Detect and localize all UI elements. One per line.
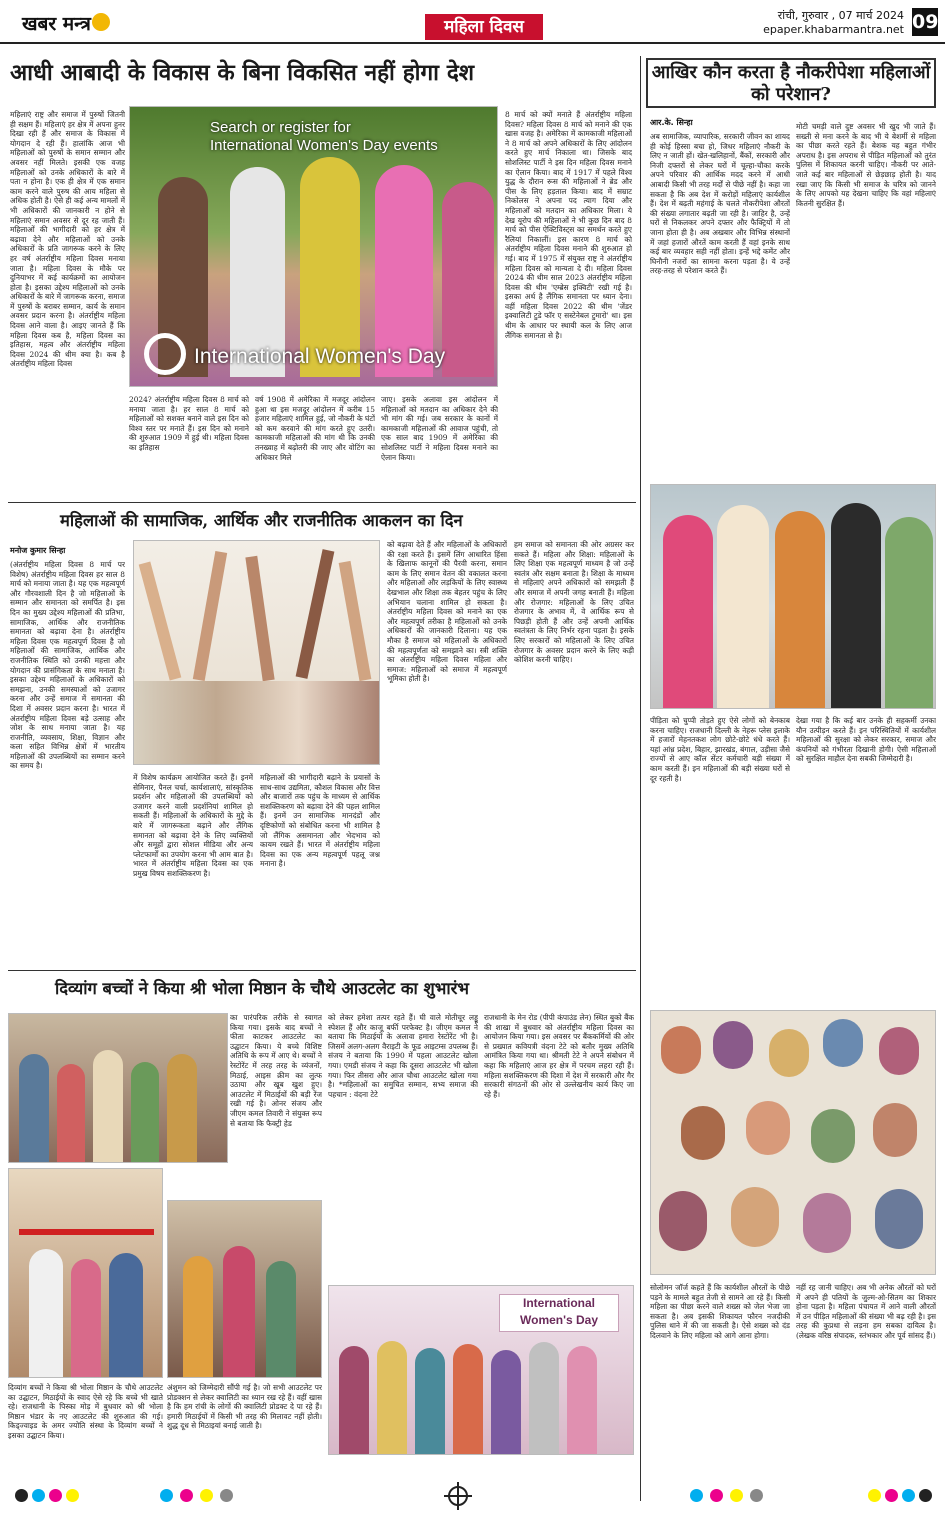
photo-figure	[339, 1346, 369, 1455]
story1-col5: 8 मार्च को क्यों मनाते हैं अंतर्राष्ट्रीय महिला दिवस? महिला दिवस 8 मार्च को मनाने की एक खास वजह है। अमेरिका में कामकाजी महिलाओं ने 8 मार्च को अपने अधिकारों के लिए आंदोलन करते हुए मार्च निकाला था। जिसके बाद सोशलिस्ट पार्टी ने इस दिन महिला दिवस मनाने का ऐलान किया। बाद में 1917 में पहले विश्व युद्ध के दौरान रूस की महिलाओं ने ब्रेड और पीस के लिए हड़ताल किया। बाद में सम्राट निकोलस ने अपना पद त्याग दिया और महिलाओं को मतदान का अधिकार मिला। ये देख यूरोप की महिलाओं ने भी कुछ दिन बाद 8 मार्च को पीस ऐक्टिविस्ट्स का समर्थन करते हुए रैलियां निकालीं। इस कारण 8 मार्च को अंतर्राष्ट्रीय महिला दिवस मनाने की शुरुआत हो गई। बाद में 1975 में संयुक्त राष्ट्र ने अंतर्राष्ट्रीय महिला दिवस को मान्यता दे दी। महिला दिवस 2024 की थीम साल 2023 अंतर्राष्ट्रीय महिला दिवस की थीम 'एम्ब्रेस इक्विटी' रखी गई है। इसका अर्थ है लैंगिक समानता पर ध्यान देना। वहीं महिला दिवस 2022 की थीम 'जेंडर इक्वालिटी टुडे फॉर ए सस्टेनेबल टुमारो' था। इस थीम के आधार पर स्थायी कल के लिए आज लैंगिक समानता से है।	[505, 110, 632, 340]
story4-col3: राजधानी के मेन रोड (पीपी कंपाउंड लेन) स्थित बुको बैंक की शाखा में बुधवार को अंतर्राष्ट्रीय महिला दिवस का आयोजन किया गया। इस अवसर पर बैंककर्मियों की ओर से प्रख्यात कवियत्री वंदना टेटे को बतौर मुख्य अतिथि आमंत्रित किया गया था। श्रीमती टेटे ने अपने संबोधन में कहा कि महिलाएं आज हर क्षेत्र में परचम लहरा रही हैं। महिला सशक्तिकरण की दिशा में देश में सरकारी और गैर सरकारी संगठनों की ओर से उल्लेखनीय कार्य किए जा रहे हैं।	[484, 1013, 634, 1099]
photo-arm	[296, 549, 335, 679]
registration-dot	[919, 1489, 932, 1502]
illustration-face	[681, 1106, 725, 1160]
registration-dot	[710, 1489, 723, 1502]
story2-headline: आखिर कौन करता है नौकरीपेशा महिलाओं को परेशान?	[651, 62, 931, 105]
photo-figure	[831, 503, 881, 709]
event-poster	[499, 1294, 619, 1332]
photo-crowd	[134, 681, 380, 765]
photo-figure	[491, 1350, 521, 1455]
women-group-photo	[650, 484, 936, 709]
story3-byline: मनोज कुमार सिन्हा	[10, 546, 66, 555]
registration-dot	[220, 1489, 233, 1502]
ribbon	[19, 1229, 154, 1235]
story4-col2: को लेकर हमेशा तत्पर रहते हैं। घी वाले मोतीचूर लड्डू स्पेशल हैं और काजू बर्फी परफेक्ट है। जीएम कमल ने बताया कि मिठाईयों के अलावा हमारा रेस्टोरेंट भी है। जिसमें अलग-अलग वैराइटी के फूड आइटम्स उपलब्ध हैं। संजय ने बताया कि 1990 में पहला आउटलेट खोला गया। एमडी संजय ने कहा कि दूसरा आउटलेट भी खोला गया। फिर तीसरा और आज चौथा आउटलेट खोला गया है। *महिलाओं का समुचित सम्मान, सभ्य समाज की पहचान : वंदना टेटे	[328, 1013, 478, 1099]
photo-figure	[167, 1054, 197, 1163]
photo-arm	[193, 551, 227, 681]
photo-arm	[139, 561, 182, 680]
photo-figure	[71, 1259, 101, 1378]
section-label: महिला दिवस	[425, 14, 543, 40]
story3-col4: को बढ़ावा देते हैं और महिलाओं के अधिकारों की रक्षा करते हैं। इसमें लिंग आधारित हिंसा के खिलाफ कानूनों की पैरवी करना, समान काम के लिए समान वेतन की वकालत करना और महिलाओं और लड़कियों के लिए स्वास्थ्य देखभाल और शिक्षा तक बेहतर पहुंच के लिए अभियान चलाना शामिल हो सकता है। अंतर्राष्ट्रीय महिला दिवस को मनाने का एक और महत्वपूर्ण तरीका है महिलाओं को उनके अधिकारों की जानकारी दिलाना। यह एक मौका है समाज को महिलाओं के अधिकारों की महत्वपूर्णता को समझाने का। स्त्री शक्ति का अंतर्राष्ट्रीय महिला दिवस महिला और समाज: महिलाओं को समाज में महत्वपूर्ण भूमिका होती है।	[387, 540, 507, 684]
bank-event-photo	[328, 1285, 634, 1455]
story4-col4: अंशुमन को जिम्मेदारी सौंपी गई है। जो सभी आउटलेट पर प्रोडक्शन से लेकर क्वालिटी का ध्यान रख रहे हैं। वहीं खास है कि हम रांची के लोगों की क्वालिटी प्रोडक्ट दे पा रहे हैं। हमारी मिठाईयों में किसी भी तरह की मिलावट नहीं होती। शुद्ध दूध से मिठाइयां बनाई जाती है।	[167, 1383, 322, 1431]
story1-col3: वर्ष 1908 में अमेरिका में मजदूर आंदोलन हुआ था इस मजदूर आंदोलन में करीब 15 हजार महिलाएं शामिल हुई, जो नौकरी के घंटों को कम करवाने की मांग करते हुए उतरी। कामकाजी महिलाओं की मांग थी कि उनकी तनख्वाह में बढ़ोतरी की जाए और वोटिंग का अधिकार मिले	[255, 395, 375, 462]
photo-figure	[223, 1246, 255, 1378]
registration-dot	[49, 1489, 62, 1502]
section-rule	[8, 502, 636, 503]
illustration-face	[713, 1021, 753, 1069]
story3-col2: में विशेष कार्यक्रम आयोजित करते हैं। इनमें सेमिनार, पैनल चर्चा, कार्यशालाएं, सांस्कृतिक प्रदर्शन और महिलाओं की उपलब्धियों को उजागर करने वाली प्रदर्शनियां शामिल हो सकती हैं। महिलाओं के अधिकारों के मुद्दे के बारे में जागरूकता बढ़ाने और लैंगिक समानता को बढ़ावा देने के लिए व्यक्तियों और समूहों द्वारा सोशल मीडिया और अन्य प्लेटफार्मों का उपयोग करना भी आम बात है। भारत में अंतर्राष्ट्रीय महिला दिवस का एक प्रमुख विषय सशक्तिकरण है।	[133, 773, 253, 878]
registration-dot	[690, 1489, 703, 1502]
women-illustration	[650, 1010, 936, 1275]
illustration-face	[875, 1189, 923, 1249]
registration-dot	[885, 1489, 898, 1502]
story3-col3: महिलाओं की भागीदारी बढ़ाने के प्रयासों के साथ-साथ उद्यमिता, कौशल विकास और वित्त और बाजारों तक पहुंच के माध्यम से आर्थिक सशक्तिकरण को बढ़ावा देने की पहल शामिल हैं। इनमें उन सामाजिक मानदंडों और दृष्टिकोणों को संबोधित करना भी शामिल है जो लैंगिक असमानता और भेदभाव को कायम रखते हैं। भारत में अंतर्राष्ट्रीय महिला दिवस का एक अन्य महत्वपूर्ण पहलू जश्न मनाना है।	[260, 773, 380, 869]
registration-dot	[730, 1489, 743, 1502]
photo-figure	[663, 515, 713, 709]
story4-headline: दिव्यांग बच्चों ने किया श्री भोला मिष्ठान के चौथे आउटलेट का शुभारंभ	[55, 979, 469, 998]
photo-figure	[885, 517, 933, 709]
illustration-face	[879, 1027, 919, 1075]
story2-col5: सोलोमन जॉर्ज कहते हैं कि कार्यशील औरतों के पीछे पड़ने के मामले बहुत तेजी से सामने आ रहे हैं। किसी महिला का पीछा करने वाले शख्स को जेल भेजा जा सकता है। अब इसकी शिकायत फौरन नजदीकी पुलिस थाने में की जा सकती है। ऐसे शख्स को दंड दिलवाने के लिए महिला को आगे आना होगा।	[650, 1283, 790, 1340]
illustration-face	[803, 1193, 851, 1253]
site-url[interactable]: epaper.khabarmantra.net	[763, 23, 904, 36]
children-photo	[8, 1013, 228, 1163]
photo-figure	[300, 157, 360, 377]
story3-col1: (अंतर्राष्ट्रीय महिला दिवस 8 मार्च पर विशेष) अंतर्राष्ट्रीय महिला दिवस हर साल 8 मार्च को मनाया जाता है। यह एक महत्वपूर्ण और गौरवशाली दिन है जो महिलाओं के सम्मान और समानता को समर्पित है। इस दिन का मुख्य उद्देश्य महिलाओं की प्रतिभा, सामाजिक, आर्थिक और राजनीतिक समानता को बढ़ावा देना है। अंतर्राष्ट्रीय महिला दिवस एक महत्वपूर्ण दिवस है जो महिलाओं की सामाजिक, आर्थिक और राजनीतिक स्थिति को उनकी महत्ता और योगदान की प्रासंगिकता के साथ मनाता है। इसका उद्देश्य महिलाओं के अधिकारों को समझना, उनकी समस्याओं को उजागर करना और उन्हें समाज में समानता की दिशा में अवसर प्रदान करना है। भारत में अंतर्राष्ट्रीय महिला दिवस बड़े उत्साह और जोश के साथ मनाया जाता है। यह राजनीति, व्यवसाय, शिक्षा, विज्ञान और कला सहित विभिन्न क्षेत्रों में भारतीय महिलाओं की उपलब्धियों का सम्मान करने का समय है।	[10, 560, 125, 771]
photo-figure	[57, 1064, 85, 1163]
photo-caption-top	[210, 119, 438, 155]
story2-byline: आर.के. सिन्हा	[650, 118, 693, 127]
story1-col1: महिलाएं राष्ट्र और समाज में पुरुषों जितनी ही सक्षम हैं। महिलाएं हर क्षेत्र में अपना हुनर दिखा रही हैं और समाज के विकास में योगदान दे रही हैं। हालांकि आज भी महिलाओं को पुरुषों के समान सम्मान और अवसर नहीं मिलते। इसकी एक वजह महिलाओं को उनके अधिकारों के बारे में पता न होना है। एक ही क्षेत्र में एक समान काम करने वाले पुरुष की आय महिला से अधिक होती है। ऐसे ही कई अन्य मामलों में भी अधिकारों की जानकारी न होने से महिलाएं समान अवसर से दूर रह जाती हैं। महिलाओं की भागीदारी को हर क्षेत्र में बढ़ावा देने और महिलाओं को उनके अधिकारों के प्रति जागरूक करने के लिए हर वर्ष अंतर्राष्ट्रीय महिला दिवस मनाया जाता है। महिला दिवस के मौके पर दुनियाभर में कई कार्यक्रमों का आयोजन होता है। इसका उद्देश्य महिलाओं को उनके अधिकारों के बारे में जागरूक करना, समाज में पुरुषों के बराबर सम्मान, कार्य के समान अवसर प्रदान करना है। अंतर्राष्ट्रीय महिला दिवस आने वाला है। आइए जानते हैं कि महिला दिवस कब है, महिला दिवस का इतिहास, महत्व और अंतर्राष्ट्रीय महिला दिवस 2024 की थीम क्या है। कब है अंतर्राष्ट्रीय महिला दिवस	[10, 110, 125, 369]
story3-col5: हम समाज को समानता की ओर अग्रसर कर सकते हैं। महिला और शिक्षा: महिलाओं के लिए शिक्षा एक महत्वपूर्ण माध्यम है जो उन्हें स्वतंत्र और सक्षम बनाता है। शिक्षा के माध्यम से महिलाएं अपने अधिकारों को समझती हैं और समाज में अपनी जगह बनाती हैं। महिला और रोजगार: महिलाओं के लिए उचित रोजगार के अभाव में, वे आर्थिक रूप से पिछड़ी होती हैं और उन्हें अपनी आर्थिक स्वतंत्रता के लिए निर्भर रहना पड़ता है। इसके लिए सरकारों को महिलाओं के लिए उचित रोजगार के अवसर प्रदान करने के लिए कड़ी कोशिश करनी चाहिए।	[514, 540, 634, 665]
registration-dot	[180, 1489, 193, 1502]
story2-headline-box	[646, 58, 936, 108]
brand-logo-icon	[92, 13, 110, 31]
ribbon-cutting-photo	[8, 1168, 163, 1378]
womens-day-photo	[129, 106, 498, 387]
story2-col1: अब सामाजिक, व्यापारिक, सरकारी जीवन का शायद ही कोई हिस्सा बचा हो, जिधर महिलाएं नौकरी के लिए न जाती हों। खेत-खलिहानों, बैंकों, सरकारी और निजी दफ्तरों से लेकर घरों में चूल्हा-चौका करके अपने परिवार की आर्थिक मदद करने में आधी आबादी किसी भी तरह मर्दों से पीछे नहीं है। कहा जा सकता है कि अब देश में करोड़ों महिलाएं कार्यशील हैं। देश में बढ़ती महंगाई के चलते नौकरीपेशा औरतों की संख्या लगातार बढ़ती जा रही है। जाहिर है, उन्हें घरों से निकलकर अपने दफ्तर और फैक्ट्रियों में तो जाना होता ही है। अब अखबार और विभिन्न संस्थानों में जहां हजारों औरतें काम करती हैं वहां इनके साथ कई बार व्यवहार सही नहीं होता। इन्हें भद्दे कमेंट और घिनौनी नजरों का सामना करना पड़ता है। ये उन्हें तरह-तरह से परेशान करते हैं।	[650, 132, 790, 276]
story2-col6: नहीं रह जानी चाहिए। अब भी अनेक औरतों को घरों में अपने ही पतियों के जुल्म-ओ-सितम का शिकार होना पड़ता है। महिला पंचायत में आने वाली औरतों में उन पीड़ित महिलाओं की संख्या भी बढ़ रही है। इस तरह की कुप्रथा से लड़ना हम सबका दायित्व है। (लेखक वरिष्ठ संपादक, स्तंभकार और पूर्व सांसद हैं।)	[796, 1283, 936, 1340]
photo-figure	[453, 1344, 483, 1455]
illustration-face	[823, 1019, 863, 1067]
photo-figure	[567, 1346, 597, 1455]
registration-dot	[15, 1489, 28, 1502]
photo-figure	[29, 1249, 63, 1378]
column-rule	[640, 56, 641, 1501]
photo-arm	[245, 556, 274, 681]
photo-logo-text: International Women's Day	[194, 345, 446, 368]
story1-col2: 2024? अंतर्राष्ट्रीय महिला दिवस 8 मार्च को मनाया जाता है। हर साल 8 मार्च को महिलाओं को सशक्त बनाने वाले इस दिन को विश्व स्तर पर मनाते हैं। इस दिन को मनाने की शुरुआत 1909 में हुई थी। महिला दिवस का इतिहास	[129, 395, 249, 452]
illustration-face	[659, 1191, 707, 1251]
photo-figure	[442, 182, 494, 377]
photo-line-1: Search or register for	[210, 119, 351, 136]
illustration-face	[873, 1103, 917, 1157]
photo-figure	[266, 1261, 296, 1378]
photo-line-2: International Women's Day events	[210, 137, 438, 154]
poster-line-1: International	[522, 1296, 595, 1310]
photo-figure	[717, 505, 769, 709]
registration-dot	[750, 1489, 763, 1502]
date-text: रांची, गुरुवार , 07 मार्च 2024	[777, 9, 904, 22]
story2-col4: देखा गया है कि कई बार उनके ही सहकर्मी उनका यौन उत्पीड़न करते हैं। इन परिस्थितियों में कार्यशील महिलाओं की सुरक्षा को लेकर सरकार, समाज और कंपनियों को गंभीरता दिखानी होगी। ऐसी महिलाओं को सुरक्षित माहौल देना सबकी जिम्मेदारी है।	[796, 716, 936, 764]
poster-line-2: Women's Day	[520, 1313, 598, 1327]
page-number: 09	[912, 8, 938, 36]
registration-dot	[66, 1489, 79, 1502]
illustration-face	[661, 1026, 701, 1074]
story2-col3: पीड़िता को चुप्पी तोड़ते हुए ऐसे लोगों को बेनकाब करना चाहिए। राजधानी दिल्ली के नेहरू प्लेस इलाके में हजारों मेहनतकश लोग छोटे-छोटे धंधे करते हैं। यहां आंध्र प्रदेश, बिहार, झारखंड, बंगाल, उड़ीसा जैसे राज्यों से आए कॉल सेंटर कर्मचारी बड़ी संख्या में काम करती हैं। इन महिलाओं की बड़ी संख्या घरों से दूर रहती है।	[650, 716, 790, 783]
illustration-face	[769, 1029, 809, 1077]
crosshair-icon	[444, 1495, 472, 1497]
illustration-face	[731, 1187, 779, 1247]
registration-dot	[902, 1489, 915, 1502]
photo-figure	[93, 1050, 123, 1163]
photo-figure	[775, 511, 825, 709]
raised-hands-photo	[133, 540, 380, 765]
registration-dot	[32, 1489, 45, 1502]
footer-registration-bar	[0, 1478, 945, 1517]
story3-headline: महिलाओं की सामाजिक, आर्थिक और राजनीतिक आकलन का दिन	[60, 511, 463, 530]
dateline	[694, 9, 904, 37]
photo-figure	[183, 1256, 213, 1378]
story4-col1: का पारंपरिक तरीके से स्वागत किया गया। इसके बाद बच्चों ने फीता काटकर आउटलेट का उद्घाटन किया। ये बच्चे विशिष्ट अतिथि के रूप में आए थे। बच्चों ने रेस्टोरेंट में तरह तरह के व्यंजनों, मिठाई, आइस क्रीम का लुत्फ उठाया और खूब खुश हुए। आउटलेट में मिठाईयों की बड़ी रेंज रखी गई है। ओनर संजय और जीएम कमल तिवारी ने संयुक्त रूप से बताया कि फैक्ट्री हेड	[230, 1013, 322, 1128]
photo-figure	[19, 1054, 49, 1163]
section-rule	[8, 970, 636, 971]
photo-arm	[339, 561, 372, 681]
registration-dot	[200, 1489, 213, 1502]
brand-name[interactable]: खबर मन्त्र	[22, 13, 91, 35]
iwd-logo-icon	[144, 333, 186, 375]
sweets-shop-photo	[167, 1200, 322, 1378]
registration-dot	[868, 1489, 881, 1502]
illustration-face	[746, 1101, 790, 1155]
photo-figure	[529, 1342, 559, 1455]
photo-figure	[131, 1062, 159, 1163]
photo-figure	[377, 1341, 407, 1455]
photo-figure	[109, 1253, 143, 1378]
story2-col2: मोटी चमड़ी वाले दुष्ट अवसर भी खुद भी जाते हैं। सख्ती से मना करने के बाद भी ये बेशर्मी से महिला का पीछा करते रहते हैं। बेशक यह बहुत गंभीर अपराध है। इस अपराध से पीड़ित महिलाओं को तुरंत पुलिस में शिकायत करनी चाहिए। नौकरी पर आते-जाते कई बार महिलाओं से छेड़छाड़ होती है। याद रखा जाए कि किसी भी समाज के चरित्र को जानने के लिए आपको यह देखना चाहिए कि वहां महिलाएं कितनी सुरक्षित हैं।	[796, 122, 936, 208]
registration-dot	[160, 1489, 173, 1502]
photo-figure	[415, 1348, 445, 1455]
illustration-face	[811, 1109, 855, 1163]
story1-col4: जाए। इसके अलावा इस आंदोलन में महिलाओं को मतदान का अधिकार देने की भी मांग की गई। जब सरकार के कानों में कामकाजी महिलाओं की आवाज पहुंची, तो एक साल बाद 1909 में अमेरिका की सोशलिस्ट पार्टी ने महिला दिवस मनाने का ऐलान किया।	[381, 395, 498, 462]
story1-headline: आधी आबादी के विकास के बिना विकसित नहीं होगा देश	[10, 60, 475, 86]
story4-col5: दिव्यांग बच्चों ने किया श्री भोला मिष्ठान के चौथे आउटलेट का उद्घाटन, मिठाईयों के स्वाद ऐसे रहे कि बच्चे भी खाते रहे। राजधानी के पिस्का मोड़ में बुधवार को श्री भोला मिष्ठान भंडार के नए आउटलेट की शुरुआत की गई। किड्ज्वाइड के अमर ज्योति संस्था के दिव्यांग बच्चों ने इसका उद्घाटन किया।	[8, 1383, 163, 1440]
